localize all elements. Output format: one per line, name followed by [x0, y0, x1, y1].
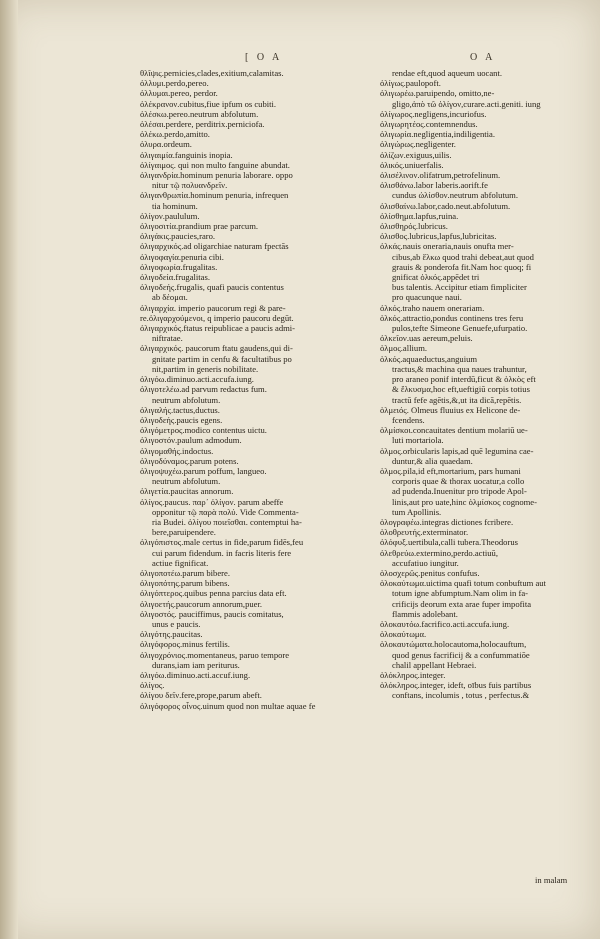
dictionary-line: ὀλιγοετής.paucorum annorum,puer. [140, 598, 263, 609]
dictionary-line: ὀλισέλινον.olifatrum,petrofelinum. [380, 170, 501, 181]
dictionary-line: ὀλίγως.paulopoft. [380, 78, 441, 89]
dictionary-line: ab δέομαι. [152, 292, 188, 303]
dictionary-line: nit,partim in generis nobilitate. [152, 363, 259, 374]
dictionary-line: ὀλλυμι.perdo,pereo. [140, 78, 209, 89]
dictionary-line: tractus,& machina qua naues trahuntur, [392, 363, 527, 374]
dictionary-line: ὀλλυμαι.pereo, perdor. [140, 88, 218, 99]
dictionary-line: ὁλόκληρος.integer, ideft, oībus fuis partibus [380, 680, 532, 691]
dictionary-line: neutrum abfolutum. [152, 394, 221, 405]
dictionary-line: ✱ ὀλιγόφορος.minus fertilis. [140, 639, 370, 649]
dictionary-line: ὀλισθαίνω.labor,cado.neut.abfolutum. [380, 200, 511, 211]
dictionary-line: ✱ ὀλιγανδρία.hominum penuria laborare. oppo [140, 170, 370, 180]
dictionary-line: ✱ ὀλιγαρχικός. paucorum ftatu gaudens,qui di- [140, 343, 370, 353]
dictionary-line: ὀλέκρανον.cubitus,fiue ipfum os cubiti. [140, 98, 277, 109]
running-header-left: [ O A [245, 52, 283, 63]
dictionary-line: ✱ ὀλιγοπότης.parum bibens. [140, 578, 370, 588]
dictionary-line: ὀλιγοδεής.paucis egens. [140, 414, 223, 425]
page-gutter [0, 0, 18, 939]
dictionary-line: ὀλιγοφωρία.frugalitas. [140, 261, 218, 272]
dictionary-line: ὀλιγοδύναμος.parum potens. [140, 455, 239, 466]
dictionary-line: ὀλεθρεύω.extermino,perdo.actiuū, [380, 547, 498, 558]
dictionary-line: ὁλόκληρος.integer. [380, 669, 446, 680]
dictionary-line: ὁλοκαύτωμα. [380, 629, 427, 640]
dictionary-line: ὀλικός.uniuerfalis. [380, 159, 444, 170]
dictionary-line: ὀλιγοτελέω.ad parvum redactus fum. [140, 384, 267, 395]
dictionary-line: nitur τῷ πολυανδρεῖν. [152, 180, 228, 191]
dictionary-line: linis,aut pro uate,hinc ὁλμίσκος cognome- [392, 496, 537, 507]
dictionary-line: ad pudenda.Inuenitur pro tripode Apol- [392, 486, 527, 497]
dictionary-line: opponitur τῷ παρὰ πολύ. Vide Commenta- [152, 506, 299, 517]
dictionary-line: ὀλίζων.exiguus,uilis. [380, 149, 452, 160]
dictionary-line: ✱ ὀλιγαλής.tactus,ductus. [140, 405, 370, 415]
dictionary-line: ὀλιγανθρωπία.hominum penuria, infrequen [140, 190, 289, 201]
dictionary-line: ὁλκός.attractio,pondus continens tres feru [380, 312, 524, 323]
dictionary-line: cibus,ab ἕλκω quod trahi debeat,aut quod [392, 251, 534, 262]
dictionary-line: & ἕλκυσμα,hoc eft,ueftigiū corpis totius [392, 384, 530, 395]
dictionary-line: ✱ ὀλιγόπιστος.male certus in fide,parum fidēs,feu [140, 537, 370, 547]
dictionary-line: ✱ ὁλοσχερῶς.penitus confufus. [380, 568, 580, 578]
dictionary-line: ὀλιγοστόν.paulum admodum. [140, 435, 242, 446]
dictionary-line: ὀλιγοχρόνιος.momentaneus, paruo tempore [140, 649, 290, 660]
dictionary-line: ὀλίσθημα.lapfus,ruina. [380, 210, 459, 221]
dictionary-line: cui parum fidendum. in facris literis fere [152, 547, 292, 558]
dictionary-line: luti mortariola. [392, 435, 444, 446]
dictionary-line: ✱ ὀλιγαιμία.fanguinis inopia. [140, 150, 370, 160]
dictionary-line: ὀλιγωρέω.paruipendo, omitto,ne- [380, 88, 495, 99]
dictionary-line: ✱ ὀλέκω.perdo,amitto. [140, 129, 370, 139]
left-column [140, 68, 370, 711]
dictionary-line: ὀλέσαι.perdere, perditrix.perniciofa. [140, 119, 265, 130]
dictionary-line: rendae eft,quod aqueum uocant. [392, 68, 503, 78]
dictionary-line: crificijs deorum exta arae fuper impofita [392, 598, 532, 609]
dictionary-line: ✱ ὀλίγαιμος. qui non multo fanguine abundat. [140, 160, 370, 170]
dictionary-line: cundus ὠλίσθον.neutrum abfolutum. [392, 190, 518, 201]
dictionary-line: bus talentis. Accipitur etiam fimpliciter [392, 282, 527, 293]
dictionary-line: ὁλμος.allium. [380, 343, 428, 354]
dictionary-line: ὀλιγωρητέος.contemnendus. [380, 119, 478, 130]
dictionary-line: ὀλίγωρος.negligens,incuriofus. [380, 108, 487, 119]
dictionary-line: chalil appellant Hebraei. [392, 659, 477, 670]
dictionary-line: bere,paruipendere. [152, 527, 216, 538]
dictionary-line: ὀλόφυξ.uertibula,calli tubera.Theodorus [380, 537, 518, 548]
dictionary-line: ✱ ὀλιγοδεία.frugalitas. [140, 272, 370, 282]
dictionary-line: ὁλμειός. Olmeus fluuius ex Helicone de- [380, 404, 521, 415]
dictionary-line: ὀλιγοψυχέω.parum poffum, langueo. [140, 465, 267, 476]
dictionary-line: ὁλοκαυτόω.facrifico.acti.accufa.iung. [380, 618, 510, 629]
dictionary-line: ὀλιγομαθής.indoctus. [140, 445, 214, 456]
dictionary-line: ✱ ὀλίγος.paucus. παρ᾿ ὀλίγον. parum abeffe [140, 497, 370, 507]
dictionary-line: ✱ ὁλμος.orbicularis lapis,ad quē legumina cae- [380, 446, 580, 456]
dictionary-line: ὀλισθάνω.labor laberis.aorift.fe [380, 180, 488, 191]
dictionary-line: ✱ pro araneo ponif interdū,ficut & ὁλκὸς eft [380, 374, 580, 384]
dictionary-line: ὁλμος.pila,id eft,mortarium, pars humani [380, 465, 521, 476]
dictionary-line: ✱ ὀλιγόφορος οἶνος.uinum quod non multae aquae fe [140, 701, 370, 711]
dictionary-line: ✱ ὀλιγοσιτία.prandium prae parcum. [140, 221, 370, 231]
dictionary-line: ὀλιγότης.paucitas. [140, 629, 203, 640]
dictionary-line: gnitate partim in cenfu & facultatibus po [152, 353, 292, 364]
dictionary-line: ὀλιγόπτερος.quibus penna parcius data eft. [140, 588, 287, 599]
dictionary-line: actiue fignificat. [152, 557, 209, 568]
dictionary-line: ὁλοκαυτώματα.holocautoma,holocauftum, [380, 639, 527, 650]
dictionary-line: ὀλίγος. [140, 680, 165, 691]
right-column [380, 68, 580, 701]
dictionary-line: ὁλοθρευτής.exterminator. [380, 527, 469, 538]
running-header-right: O A [470, 52, 496, 63]
dictionary-line: ✱ ὀλιγοδεής.frugalis, quafi paucis contentus [140, 282, 370, 292]
dictionary-line: ὀλκός.traho nauem onerariam. [380, 302, 485, 313]
dictionary-line: gligo,ἀπὸ τῶ ὀλίγον,curare.acti.geniti. iung [392, 98, 541, 109]
dictionary-line: durans,iam iam periturus. [152, 659, 240, 670]
dictionary-line: ria Budei. ὀλίγου ποιεῖσθαι. contemptui ha- [152, 516, 302, 527]
dictionary-line: niftratae. [152, 333, 183, 344]
dictionary-line: fcendens. [392, 414, 425, 425]
dictionary-line: ὀλιγωρία.negligentia,indiligentia. [380, 129, 495, 140]
dictionary-line: ✱ ὀλιγοστός. pauciffimus, paucis comitatus, [140, 609, 370, 619]
dictionary-line: flammis adolebant. [392, 608, 458, 619]
dictionary-line: ὀλίγου δεῖν.fere,prope,parum abeft. [140, 690, 262, 701]
dictionary-line: tum Apollinis. [392, 506, 442, 517]
dictionary-line: totum igne abfumptum.Nam olim in fa- [392, 588, 529, 599]
dictionary-line: neutrum abfolutum. [152, 476, 221, 487]
dictionary-line: ὀλυρα.ordeum. [140, 139, 192, 150]
dictionary-line: ὀλκεῖον.uas aereum,peluis. [380, 333, 473, 344]
dictionary-line: ✱ ὀλίγον.paululum. [140, 211, 370, 221]
dictionary-line: ὀλιγοφαγία.penuria cibi. [140, 251, 224, 262]
dictionary-line: pro quacunque naui. [392, 292, 462, 303]
dictionary-line: ὀλιγετία.paucitas annorum. [140, 486, 234, 497]
dictionary-line: ὀλιγόμετρος.modico contentus uictu. [140, 425, 267, 436]
dictionary-line: gnificat ὁλκός.appēdet tri [392, 272, 480, 283]
dictionary-line: ὀλιγαρχικός.ftatus reipublicae a paucis admi- [140, 323, 296, 334]
dictionary-line: tia hominum. [152, 200, 198, 211]
dictionary-line: ὀλιγάκις.paucies,raro. [140, 231, 216, 242]
dictionary-line: ὀλιγόω.diminuo.acti.accufa.iung. [140, 374, 254, 385]
dictionary-line: duntur,& alia quaedam. [392, 455, 473, 466]
dictionary-line: ✱ ὁλογραφέω.integras dictiones fcribere. [380, 517, 580, 527]
dictionary-line: ὀλιγώρως.negligenter. [380, 139, 456, 150]
dictionary-line: ✱ ὀλκάς.nauis oneraria,nauis onufta mer- [380, 241, 580, 251]
dictionary-line: grauis & ponderofa fit.Nam hoc quoq; fi [392, 261, 532, 272]
dictionary-line: ὁλμίσκοι.concauitates dentium molariū ue- [380, 425, 528, 436]
dictionary-line: conftans, incolumis , totus , perfectus.& [392, 690, 530, 701]
dictionary-line: ὀλισθος.lubricus,lapfus,lubricitas. [380, 231, 497, 242]
dictionary-line: ✱ θλῖψις.pernicies,clades,exitium,calamitas. [140, 68, 370, 78]
dictionary-line: ὀλιγαρχικός.ad oligarchiae naturam fpectās [140, 241, 289, 252]
dictionary-line: ὀλισθηρός.lubricus. [380, 221, 448, 232]
dictionary-line: ὀλιγόω.diminuo.acti.accuf.iung. [140, 669, 251, 680]
dictionary-line: ὀλέσκω.pereo.neutrum abfolutum. [140, 108, 259, 119]
dictionary-line: unus e paucis. [152, 618, 201, 629]
catchword: in malam [535, 875, 568, 885]
dictionary-line: accufatiuo iungitur. [392, 557, 459, 568]
dictionary-line: ✱ ὀλιγαρχία. imperio paucorum regi & pare- [140, 303, 370, 313]
dictionary-line: re.ὀλιγαρχούμενοι, q imperio paucoru degūt. [140, 312, 294, 323]
dictionary-line: ὁλκός.aquaeductus,anguium [380, 353, 478, 364]
dictionary-line: pulos,tefte Simeone Genuefe,ufurpatio. [392, 323, 528, 334]
dictionary-line: tractū fefe agētis,&,ut ita dicā,repētis. [392, 394, 522, 405]
dictionary-line: quod genus facrificij & a confummatiōe [392, 649, 530, 660]
dictionary-line: ὁλοκαύτωμα.uictima quafi totum conbuftum aut [380, 578, 546, 589]
dictionary-line: corporis quae & thorax uocatur,a collo [392, 476, 525, 487]
dictionary-line: ✱ ὀλιγοποτέω.parum bibere. [140, 568, 370, 578]
